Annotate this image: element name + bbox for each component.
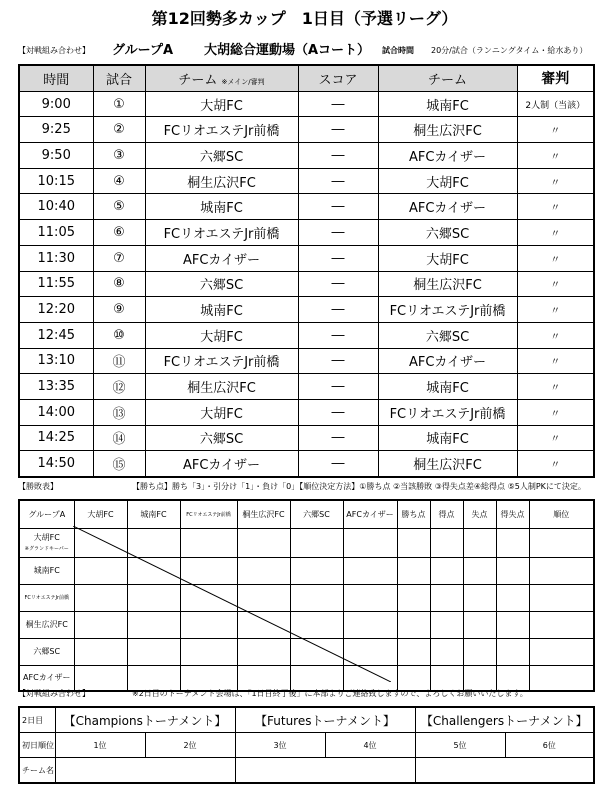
- match-number: ③: [93, 143, 145, 169]
- league-stat-col: 失点: [463, 500, 496, 529]
- col-time: 時間: [19, 65, 93, 91]
- col-match: 試合: [93, 65, 145, 91]
- league-row-team: 城南FC: [19, 558, 74, 585]
- bracket-futures: 【Futuresトーナメント】: [235, 707, 415, 733]
- league-cell[interactable]: [74, 639, 127, 666]
- match-time: 10:40: [19, 194, 93, 220]
- schedule-row: [19, 143, 594, 169]
- match-number: ④: [93, 168, 145, 194]
- score-cell: ―: [298, 271, 378, 297]
- league-cell[interactable]: [74, 558, 127, 585]
- score-cell: ―: [298, 297, 378, 323]
- league-cell[interactable]: [180, 612, 237, 639]
- home-team: FCリオエステJr前橋: [145, 220, 298, 246]
- league-cell[interactable]: [343, 585, 397, 612]
- schedule-row: [19, 399, 594, 425]
- schedule-row: [19, 425, 594, 451]
- team-name-row: [19, 758, 594, 784]
- schedule-header: [18, 42, 593, 60]
- match-time: 13:10: [19, 348, 93, 374]
- league-cell[interactable]: [397, 558, 430, 585]
- league-cell[interactable]: [430, 612, 463, 639]
- league-cell[interactable]: [529, 558, 594, 585]
- schedule-row: [19, 245, 594, 271]
- bracket-challengers: 【Challengersトーナメント】: [415, 707, 594, 733]
- match-time-label: 試合時間: [382, 46, 414, 55]
- league-cell[interactable]: [463, 529, 496, 558]
- match-number: ①: [93, 91, 145, 117]
- schedule-header-row: [19, 65, 594, 91]
- team-name-label: チーム名: [19, 758, 55, 784]
- home-team: AFCカイザー: [145, 451, 298, 477]
- league-cell[interactable]: [237, 558, 290, 585]
- away-team: 大胡FC: [378, 245, 517, 271]
- day-label: 2日目: [19, 707, 55, 733]
- match-number: ⑫: [93, 374, 145, 400]
- home-team: 大胡FC: [145, 399, 298, 425]
- col-referee: 審判: [517, 65, 594, 91]
- rank-4: 4位: [325, 733, 415, 758]
- league-cell[interactable]: [463, 558, 496, 585]
- referee-cell: 〃: [517, 245, 594, 271]
- standings-label: 【勝敗表】: [18, 482, 58, 491]
- referee-cell: 〃: [517, 271, 594, 297]
- league-cell[interactable]: [180, 585, 237, 612]
- home-team: 六郷SC: [145, 143, 298, 169]
- league-cell[interactable]: [343, 529, 397, 558]
- match-number: ⑧: [93, 271, 145, 297]
- match-number: ⑭: [93, 425, 145, 451]
- match-number: ⑮: [93, 451, 145, 477]
- match-time: 11:55: [19, 271, 93, 297]
- away-team: 城南FC: [378, 91, 517, 117]
- referee-cell: 〃: [517, 117, 594, 143]
- league-cell[interactable]: [74, 529, 127, 558]
- league-cell[interactable]: [127, 558, 180, 585]
- rank-label: 初日順位: [19, 733, 55, 758]
- schedule-row: [19, 374, 594, 400]
- matchup-label: 【対戦組み合わせ】: [18, 46, 90, 55]
- league-row: [19, 639, 594, 666]
- referee-cell: 〃: [517, 220, 594, 246]
- league-cell[interactable]: [430, 585, 463, 612]
- home-team: 六郷SC: [145, 271, 298, 297]
- referee-cell: 〃: [517, 322, 594, 348]
- home-team: 城南FC: [145, 194, 298, 220]
- match-number: ⑥: [93, 220, 145, 246]
- league-row-team: AFCカイザー: [19, 666, 74, 692]
- away-team: 桐生広沢FC: [378, 117, 517, 143]
- league-cell[interactable]: [529, 639, 594, 666]
- schedule-table: [18, 64, 595, 478]
- match-time-value: 20分/試合（ランニングタイム・給水あり）: [431, 46, 588, 55]
- score-cell: ―: [298, 91, 378, 117]
- match-time: 10:15: [19, 168, 93, 194]
- league-col-team: AFCカイザー: [343, 500, 397, 529]
- league-cell[interactable]: [496, 585, 529, 612]
- match-time: 12:20: [19, 297, 93, 323]
- league-cell[interactable]: [463, 639, 496, 666]
- referee-cell: 〃: [517, 399, 594, 425]
- score-cell: ―: [298, 322, 378, 348]
- league-col-team: 大胡FC: [74, 500, 127, 529]
- away-team: 城南FC: [378, 374, 517, 400]
- league-cell[interactable]: [237, 612, 290, 639]
- league-cell[interactable]: [180, 639, 237, 666]
- team-slot[interactable]: [235, 758, 415, 784]
- league-cell[interactable]: [529, 529, 594, 558]
- home-team: 大胡FC: [145, 322, 298, 348]
- score-cell: ―: [298, 245, 378, 271]
- home-team: 桐生広沢FC: [145, 374, 298, 400]
- league-cell[interactable]: [496, 558, 529, 585]
- score-cell: ―: [298, 451, 378, 477]
- league-row: [19, 585, 594, 612]
- league-cell[interactable]: [343, 612, 397, 639]
- score-cell: ―: [298, 220, 378, 246]
- league-col-team: 桐生広沢FC: [237, 500, 290, 529]
- referee-cell: 〃: [517, 194, 594, 220]
- match-time: 9:25: [19, 117, 93, 143]
- schedule-row: [19, 297, 594, 323]
- match-time: 12:45: [19, 322, 93, 348]
- league-stat-col: 得点: [430, 500, 463, 529]
- match-time: 14:50: [19, 451, 93, 477]
- score-cell: ―: [298, 348, 378, 374]
- referee-cell: 〃: [517, 297, 594, 323]
- schedule-row: [19, 451, 594, 477]
- league-row-team: 大胡FC ※グランドキーパー: [19, 529, 74, 558]
- home-team: FCリオエステJr前橋: [145, 117, 298, 143]
- tournament-header: [18, 688, 593, 700]
- referee-cell: 〃: [517, 374, 594, 400]
- schedule-row: [19, 322, 594, 348]
- score-cell: ―: [298, 143, 378, 169]
- rank-1: 1位: [55, 733, 145, 758]
- league-row-note: ※グランドキーパー: [24, 545, 69, 552]
- col-score: スコア: [298, 65, 378, 91]
- league-cell[interactable]: [343, 639, 397, 666]
- score-cell: ―: [298, 425, 378, 451]
- tournament-table: [18, 706, 595, 784]
- league-cell[interactable]: [290, 639, 343, 666]
- league-row: [19, 612, 594, 639]
- league-cell[interactable]: [74, 612, 127, 639]
- away-team: AFCカイザー: [378, 348, 517, 374]
- score-cell: ―: [298, 194, 378, 220]
- rank-row: [19, 733, 594, 758]
- home-team: AFCカイザー: [145, 245, 298, 271]
- league-cell[interactable]: [180, 558, 237, 585]
- league-cell[interactable]: [496, 612, 529, 639]
- rank-3: 3位: [235, 733, 325, 758]
- league-cell[interactable]: [180, 529, 237, 558]
- col-team-note: ※メイン/審判: [221, 77, 265, 86]
- league-cell[interactable]: [430, 558, 463, 585]
- home-team: FCリオエステJr前橋: [145, 348, 298, 374]
- team-slot[interactable]: [55, 758, 235, 784]
- away-team: 六郷SC: [378, 322, 517, 348]
- home-team: 六郷SC: [145, 425, 298, 451]
- league-cell[interactable]: [127, 585, 180, 612]
- league-cell[interactable]: [496, 529, 529, 558]
- away-team: 大胡FC: [378, 168, 517, 194]
- standings-header: [18, 481, 593, 493]
- score-cell: ―: [298, 168, 378, 194]
- referee-cell: 〃: [517, 425, 594, 451]
- score-cell: ―: [298, 117, 378, 143]
- league-col-team: 六郷SC: [290, 500, 343, 529]
- match-number: ②: [93, 117, 145, 143]
- league-cell[interactable]: [290, 585, 343, 612]
- rank-2: 2位: [145, 733, 235, 758]
- away-team: FCリオエステJr前橋: [378, 399, 517, 425]
- referee-cell: 〃: [517, 143, 594, 169]
- league-col-team: 城南FC: [127, 500, 180, 529]
- col-team2: チーム: [378, 65, 517, 91]
- league-cell[interactable]: [127, 612, 180, 639]
- match-number: ⑦: [93, 245, 145, 271]
- league-header-row: [19, 500, 594, 529]
- league-cell[interactable]: [397, 529, 430, 558]
- league-cell[interactable]: [237, 529, 290, 558]
- group-name: グループA: [112, 43, 174, 58]
- home-team: 大胡FC: [145, 91, 298, 117]
- away-team: 桐生広沢FC: [378, 451, 517, 477]
- rank-5: 5位: [415, 733, 505, 758]
- league-stat-col: 得失点: [496, 500, 529, 529]
- bracket-champions: 【Championsトーナメント】: [55, 707, 235, 733]
- league-cell[interactable]: [397, 585, 430, 612]
- league-cell[interactable]: [529, 612, 594, 639]
- league-cell[interactable]: [127, 639, 180, 666]
- referee-cell: 〃: [517, 348, 594, 374]
- home-team: 城南FC: [145, 297, 298, 323]
- col-team: チーム ※メイン/審判: [145, 65, 298, 91]
- away-team: 六郷SC: [378, 220, 517, 246]
- league-cell[interactable]: [430, 639, 463, 666]
- match-time: 14:25: [19, 425, 93, 451]
- league-row-team: 六郷SC: [19, 639, 74, 666]
- referee-cell: 〃: [517, 451, 594, 477]
- league-row-team: FCリオエステJr前橋: [19, 585, 74, 612]
- standings-rules: 【勝ち点】勝ち「3」・引分け「1」・負け「0」【順位決定方法】①勝ち点 ②当該勝敗 ③得失点差④総得点 ⑤5人制PKにて決定。: [132, 482, 586, 491]
- league-stat-col: 勝ち点: [397, 500, 430, 529]
- score-cell: ―: [298, 374, 378, 400]
- match-number: ⑩: [93, 322, 145, 348]
- match-number: ⑬: [93, 399, 145, 425]
- match-number: ⑤: [93, 194, 145, 220]
- match-time: 11:30: [19, 245, 93, 271]
- schedule-row: [19, 271, 594, 297]
- schedule-row: [19, 220, 594, 246]
- match-time: 9:00: [19, 91, 93, 117]
- tournament-note: ※2日目のトーナメント会場は、「1日目終了後」に本部よりご連絡致しますので、よろしくお願いいたします。: [132, 689, 528, 698]
- league-cell[interactable]: [430, 529, 463, 558]
- league-stat-col: 順位: [529, 500, 594, 529]
- league-row: [19, 558, 594, 585]
- team-slot[interactable]: [415, 758, 594, 784]
- match-time: 11:05: [19, 220, 93, 246]
- league-cell[interactable]: [237, 639, 290, 666]
- league-cell[interactable]: [290, 612, 343, 639]
- league-row: [19, 529, 594, 558]
- bracket-row: [19, 707, 594, 733]
- away-team: 城南FC: [378, 425, 517, 451]
- league-cell[interactable]: [290, 529, 343, 558]
- away-team: 桐生広沢FC: [378, 271, 517, 297]
- schedule-row: [19, 91, 594, 117]
- match-number: ⑨: [93, 297, 145, 323]
- home-team: 桐生広沢FC: [145, 168, 298, 194]
- referee-cell: 2人制（当該）: [517, 91, 594, 117]
- away-team: AFCカイザー: [378, 194, 517, 220]
- schedule-row: [19, 348, 594, 374]
- referee-cell: 〃: [517, 168, 594, 194]
- match-time: 14:00: [19, 399, 93, 425]
- rank-6: 6位: [505, 733, 594, 758]
- match-time: 9:50: [19, 143, 93, 169]
- match-time: 13:35: [19, 374, 93, 400]
- score-cell: ―: [298, 399, 378, 425]
- league-row-team: 桐生広沢FC: [19, 612, 74, 639]
- schedule-row: [19, 168, 594, 194]
- league-cell[interactable]: [463, 612, 496, 639]
- page-title: 第12回勢多カップ 1日目（予選リーグ）: [151, 9, 458, 28]
- league-table: [18, 499, 595, 692]
- league-cell[interactable]: [496, 639, 529, 666]
- league-cell[interactable]: [529, 585, 594, 612]
- venue-name: 大胡総合運動場（Aコート）: [204, 43, 371, 58]
- league-col-team: FCリオエステJr前橋: [180, 500, 237, 529]
- away-team: AFCカイザー: [378, 143, 517, 169]
- league-cell[interactable]: [127, 529, 180, 558]
- away-team: FCリオエステJr前橋: [378, 297, 517, 323]
- league-cell[interactable]: [237, 585, 290, 612]
- league-cell[interactable]: [463, 585, 496, 612]
- league-cell[interactable]: [343, 558, 397, 585]
- league-cell[interactable]: [397, 612, 430, 639]
- tournament-label: 【対戦組み合わせ】: [18, 689, 90, 698]
- league-cell[interactable]: [290, 558, 343, 585]
- match-number: ⑪: [93, 348, 145, 374]
- league-cell[interactable]: [74, 585, 127, 612]
- schedule-row: [19, 194, 594, 220]
- league-corner: グループA: [19, 500, 74, 529]
- schedule-row: [19, 117, 594, 143]
- league-cell[interactable]: [397, 639, 430, 666]
